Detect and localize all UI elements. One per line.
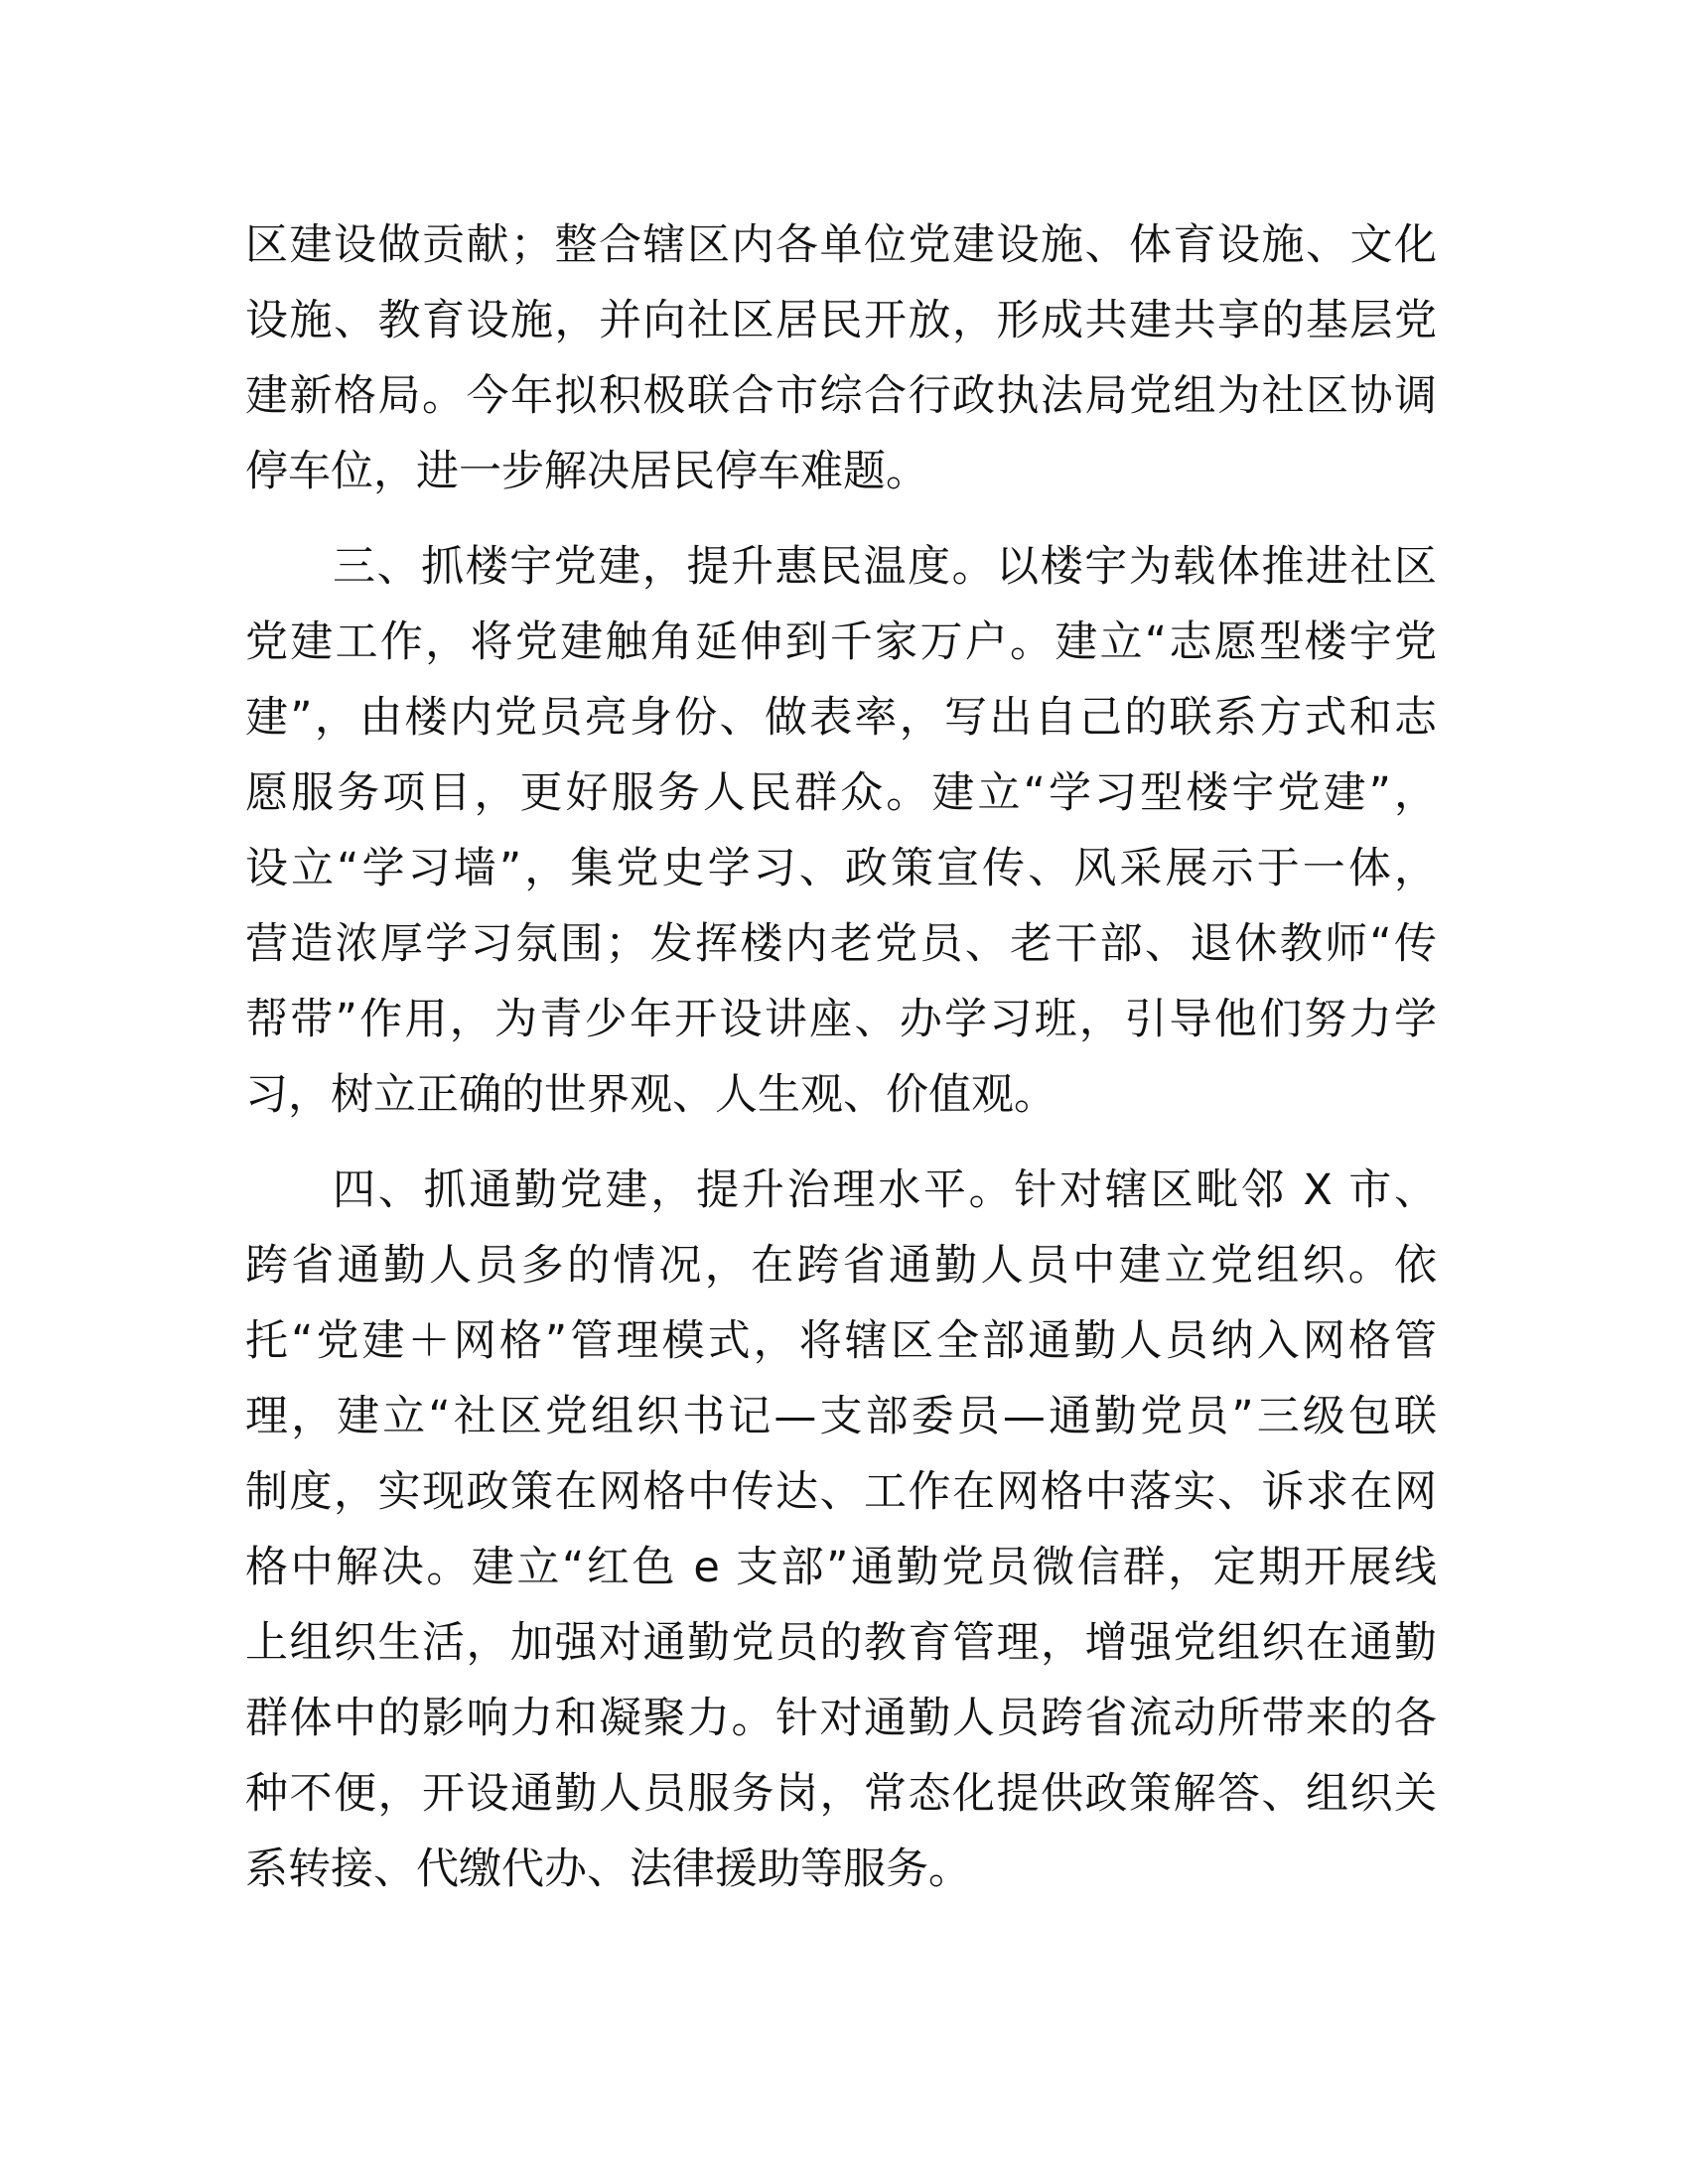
text-line: 帮带”作用，为青少年开设讲座、办学习班，引导他们努力学 [245, 995, 1437, 1044]
text-line: 系转接、代缴代办、法律援助等服务。 [245, 1844, 971, 1894]
text-line: 群体中的影响力和凝聚力。针对通勤人员跨省流动所带来的各 [245, 1694, 1437, 1743]
text-line: 建”，由楼内党员亮身份、做表率，写出自己的联系方式和志 [245, 693, 1437, 743]
text-line: 上组织生活，加强对通勤党员的教育管理，增强党组织在通勤 [245, 1618, 1437, 1668]
text-line: 四、抓通勤党建，提升治理水平。针对辖区毗邻 X 市、 [333, 1165, 1437, 1215]
text-line: 理，建立“社区党组织书记—支部委员—通勤党员”三级包联 [245, 1392, 1437, 1441]
paragraph [245, 207, 1437, 509]
text-line: 种不便，开设通勤人员服务岗，常态化提供政策解答、组织关 [245, 1769, 1437, 1819]
text-line: 营造浓厚学习氛围；发挥楼内老党员、老干部、退休教师“传 [245, 919, 1437, 969]
text-line: 习，树立正确的世界观、人生观、价值观。 [245, 1070, 1056, 1120]
text-line: 停车位，进一步解决居民停车难题。 [245, 447, 928, 496]
text-line: 建新格局。今年拟积极联合市综合行政执法局党组为社区协调 [245, 371, 1437, 421]
text-line: 愿服务项目，更好服务人民群众。建立“学习型楼宇党建”， [245, 768, 1437, 818]
paragraph [245, 1153, 1437, 1907]
text-line: 格中解决。建立“红色 e 支部”通勤党员微信群，定期开展线 [245, 1543, 1437, 1592]
text-line: 跨省通勤人员多的情况，在跨省通勤人员中建立党组织。依 [245, 1241, 1437, 1291]
text-line: 区建设做贡献；整合辖区内各单位党建设施、体育设施、文化 [245, 220, 1437, 270]
document-page [245, 207, 1437, 1927]
text-line: 托“党建＋网格”管理模式，将辖区全部通勤人员纳入网格管 [245, 1316, 1437, 1366]
text-line: 三、抓楼宇党建，提升惠民温度。以楼宇为载体推进社区 [333, 542, 1437, 592]
paragraph [245, 529, 1437, 1133]
text-line: 党建工作，将党建触角延伸到千家万户。建立“志愿型楼宇党 [245, 617, 1437, 667]
text-line: 设施、教育设施，并向社区居民开放，形成共建共享的基层党 [245, 296, 1437, 345]
text-line: 制度，实现政策在网格中传达、工作在网格中落实、诉求在网 [245, 1467, 1437, 1517]
text-line: 设立“学习墙”，集党史学习、政策宣传、风采展示于一体， [245, 844, 1437, 893]
